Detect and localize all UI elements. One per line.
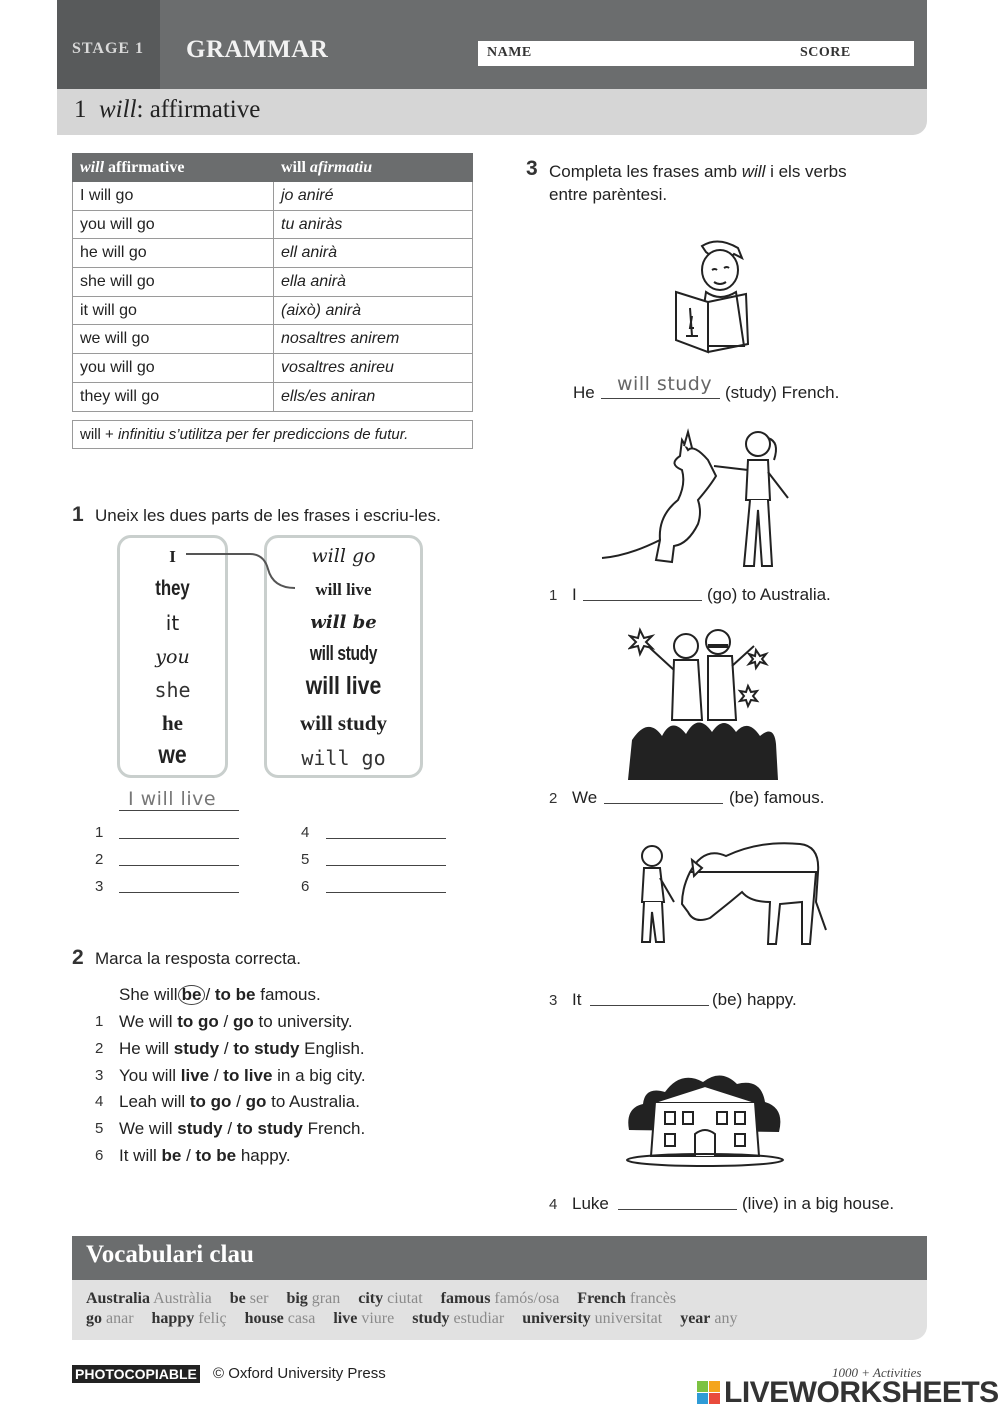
ex3-example-suffix: (study) French. xyxy=(725,383,840,402)
verb-phrase[interactable]: will be xyxy=(310,612,377,633)
verb-phrase[interactable]: will live xyxy=(305,672,382,700)
vocab-catalan: estudiar xyxy=(453,1310,505,1327)
vocab-catalan: viure xyxy=(361,1310,395,1327)
item-number: 4 xyxy=(301,824,310,841)
vocab-english: go xyxy=(86,1310,102,1327)
option-separator: / xyxy=(181,1146,196,1165)
item-number: 2 xyxy=(549,790,558,807)
ex2-sentence xyxy=(119,1119,365,1139)
vocab-english: happy xyxy=(151,1310,195,1327)
table-row xyxy=(73,268,473,297)
item-number: 3 xyxy=(549,992,558,1009)
item-number: 1 xyxy=(549,587,558,604)
subject-word[interactable]: you xyxy=(155,646,190,668)
table-header-catalan: will afirmatiu xyxy=(274,154,473,182)
ex2-example: She will be / to be famous. xyxy=(119,985,321,1004)
vocab-english: big xyxy=(286,1290,308,1307)
option-a[interactable]: be xyxy=(161,1146,182,1165)
vocab-english: study xyxy=(412,1310,450,1327)
circled-answer: be xyxy=(178,985,206,1005)
ex3-item-rest: (go) to Australia. xyxy=(707,585,831,604)
grammar-note: will + infinitiu s’utilitza per fer prediccions de futur. xyxy=(72,420,473,449)
vocab-english: live xyxy=(333,1310,358,1327)
big-house-image xyxy=(625,1068,785,1168)
photocopiable-label: PHOTOCOPIABLE xyxy=(72,1365,200,1383)
vocab-english: house xyxy=(244,1310,284,1327)
ex1-example-answer: I will live xyxy=(128,788,217,810)
item-number: 1 xyxy=(95,824,104,841)
table-row xyxy=(73,210,473,239)
english-form: it will go xyxy=(73,296,274,325)
vocab-catalan: ser xyxy=(249,1290,269,1307)
vocab-catalan: feliç xyxy=(198,1310,227,1327)
answer-line-1[interactable] xyxy=(119,838,239,839)
item-number: 3 xyxy=(95,1066,104,1084)
answer-line-2[interactable] xyxy=(119,865,239,866)
option-a[interactable]: to go xyxy=(177,1012,219,1031)
verb-phrase[interactable]: will study xyxy=(300,711,387,735)
kangaroo-girl-image xyxy=(598,420,798,575)
vocab-english: French xyxy=(577,1290,626,1307)
table-row xyxy=(73,296,473,325)
option-a[interactable]: live xyxy=(180,1065,210,1085)
activities-label: 1000 + Activities xyxy=(832,1365,922,1380)
ex2-sentence xyxy=(119,1039,365,1059)
catalan-form: jo aniré xyxy=(274,182,473,211)
catalan-form: (això) anirà xyxy=(274,296,473,325)
vocab-catalan: universitat xyxy=(594,1310,663,1327)
option-separator: / xyxy=(209,1065,224,1085)
english-form: you will go xyxy=(73,354,274,383)
answer-line-6[interactable] xyxy=(326,892,446,893)
item-number: 5 xyxy=(301,851,310,868)
item-number: 2 xyxy=(95,851,104,868)
answer-line-4[interactable] xyxy=(326,838,446,839)
boy-reading-image xyxy=(668,236,758,356)
sentence-end: English. xyxy=(299,1038,365,1058)
option-b[interactable]: go xyxy=(245,1092,267,1112)
sentence-end: to university. xyxy=(253,1012,353,1031)
table-row xyxy=(73,325,473,354)
verb-phrase[interactable]: will go xyxy=(301,746,386,770)
vocab-catalan: gran xyxy=(311,1290,341,1307)
ex3-example-answer: will study xyxy=(617,373,713,395)
item-number: 4 xyxy=(549,1196,558,1213)
vocab-catalan: casa xyxy=(287,1310,316,1327)
liveworksheets-logo-icon xyxy=(697,1381,721,1405)
option-separator: / xyxy=(222,1119,237,1139)
ex2-sentence xyxy=(119,1066,366,1086)
item-number: 2 xyxy=(95,1039,104,1057)
option-separator: / xyxy=(219,1038,234,1058)
ex3-item-rest: (live) in a big house. xyxy=(742,1194,895,1213)
verb-phrase[interactable]: will live xyxy=(315,580,372,599)
catalan-form: ells/es aniran xyxy=(274,382,473,411)
option-a[interactable]: study xyxy=(173,1038,220,1058)
vocab-english: year xyxy=(680,1310,711,1327)
ex3-item-subject: Luke xyxy=(572,1194,609,1213)
sentence-end: French. xyxy=(302,1119,366,1139)
vocab-english: be xyxy=(229,1290,246,1307)
item-number: 6 xyxy=(301,878,310,895)
ex2-sentence xyxy=(119,1012,353,1032)
catalan-form: nosaltres anirem xyxy=(274,325,473,354)
option-b[interactable]: to be xyxy=(195,1146,237,1165)
ex3-item-subject: We xyxy=(572,788,598,807)
subject-word[interactable]: I xyxy=(169,547,176,566)
ex3-item-rest: (be) happy. xyxy=(712,990,797,1009)
sentence-start: It will xyxy=(119,1146,162,1165)
subject-word[interactable]: she xyxy=(154,678,191,702)
vocab-english: famous xyxy=(440,1290,491,1307)
ex3-answer-line-4[interactable] xyxy=(618,1209,737,1210)
table-row xyxy=(73,239,473,268)
sentence-end: happy. xyxy=(236,1146,291,1165)
ex3-example: He xyxy=(573,383,595,402)
ex3-item-rest: (be) famous. xyxy=(729,788,825,807)
english-form: she will go xyxy=(73,268,274,297)
page-title: GRAMMAR xyxy=(186,36,329,63)
catalan-form: ell anirà xyxy=(274,239,473,268)
vocab-catalan: anar xyxy=(106,1310,134,1327)
sentence-start: You will xyxy=(119,1065,181,1085)
vocab-catalan: any xyxy=(714,1310,738,1327)
name-label: NAME xyxy=(487,45,532,60)
famous-couple-image xyxy=(628,620,778,780)
ex1-instruction: Uneix les dues parts de les frases i escriu-les. xyxy=(95,506,441,525)
answer-line xyxy=(119,810,239,811)
item-number: 4 xyxy=(95,1093,104,1111)
option-b[interactable]: to study xyxy=(233,1038,300,1058)
ex3-answer-line-1[interactable] xyxy=(583,600,702,601)
sentence-start: We will xyxy=(119,1012,178,1031)
subject-word[interactable]: we xyxy=(158,741,187,769)
ex3-item-subject: It xyxy=(572,990,582,1009)
item-number: 5 xyxy=(95,1120,104,1138)
subject-word[interactable]: it xyxy=(165,611,180,635)
vocab-catalan: francès xyxy=(629,1290,677,1307)
table-row xyxy=(73,182,473,211)
ex3-answer-line-3[interactable] xyxy=(590,1005,709,1006)
vocab-english: Australia xyxy=(86,1290,150,1307)
ex2-number: 2 xyxy=(72,946,84,969)
vocab-english: university xyxy=(522,1310,591,1327)
option-separator: / xyxy=(231,1092,246,1112)
item-number: 3 xyxy=(95,878,104,895)
option-a[interactable]: to go xyxy=(189,1092,232,1112)
option-b[interactable]: to live xyxy=(223,1065,273,1085)
subject-word[interactable]: he xyxy=(162,711,183,735)
matching-line xyxy=(180,545,300,595)
vocabulary-line-2 xyxy=(86,1310,756,1328)
table-header-english: will affirmative xyxy=(73,154,274,182)
section-title: 1 will: affirmative xyxy=(74,96,261,123)
ex3-answer-line-2[interactable] xyxy=(604,803,723,804)
girl-horse-image xyxy=(630,832,830,952)
english-form: he will go xyxy=(73,239,274,268)
catalan-form: tu aniràs xyxy=(274,210,473,239)
item-number: 6 xyxy=(95,1147,104,1164)
catalan-form: ella anirà xyxy=(274,268,473,297)
stage-label: STAGE 1 xyxy=(57,0,160,89)
answer-line-3[interactable] xyxy=(119,892,239,893)
liveworksheets-brand[interactable]: LIVEWORKSHEETS xyxy=(724,1376,999,1409)
verb-phrase[interactable]: will study xyxy=(309,643,378,665)
option-b[interactable]: go xyxy=(232,1012,254,1031)
english-form: we will go xyxy=(73,325,274,354)
ex3-number: 3 xyxy=(526,157,538,180)
vocab-catalan: famós/osa xyxy=(494,1290,560,1307)
sentence-start: We will xyxy=(119,1119,178,1139)
vocabulary-line-1 xyxy=(86,1290,694,1308)
vocab-catalan: ciutat xyxy=(387,1290,423,1307)
option-a[interactable]: study xyxy=(177,1119,223,1139)
ex1-number: 1 xyxy=(72,503,84,526)
answer-line-5[interactable] xyxy=(326,865,446,866)
option-separator: / xyxy=(218,1012,233,1031)
sentence-end: to Australia. xyxy=(266,1092,360,1112)
table-row xyxy=(73,382,473,411)
vocabulary-title: Vocabulari clau xyxy=(86,1241,254,1268)
sentence-start: He will xyxy=(119,1038,174,1058)
vocab-catalan: Austràlia xyxy=(153,1290,212,1307)
ex2-sentence xyxy=(119,1092,360,1112)
sentence-end: in a big city. xyxy=(272,1065,366,1085)
ex2-sentence xyxy=(119,1146,291,1166)
item-number: 1 xyxy=(95,1013,104,1030)
ex3-instruction: Completa les frases amb will i els verbs entre parèntesi. xyxy=(549,162,847,204)
ex2-instruction: Marca la resposta correcta. xyxy=(95,949,301,968)
vocab-english: city xyxy=(358,1290,384,1307)
english-form: I will go xyxy=(73,182,274,211)
answer-line xyxy=(601,398,720,399)
english-form: you will go xyxy=(73,210,274,239)
catalan-form: vosaltres anireu xyxy=(274,354,473,383)
subject-word[interactable]: they xyxy=(155,577,190,600)
score-label: SCORE xyxy=(800,45,851,60)
table-row xyxy=(73,354,473,383)
ex3-item-subject: I xyxy=(572,585,577,604)
copyright: © Oxford University Press xyxy=(213,1365,386,1382)
option-b[interactable]: to study xyxy=(236,1119,303,1139)
english-form: they will go xyxy=(73,382,274,411)
sentence-start: Leah will xyxy=(119,1092,190,1112)
grammar-table xyxy=(72,153,473,412)
verb-phrase[interactable]: will go xyxy=(311,545,376,567)
